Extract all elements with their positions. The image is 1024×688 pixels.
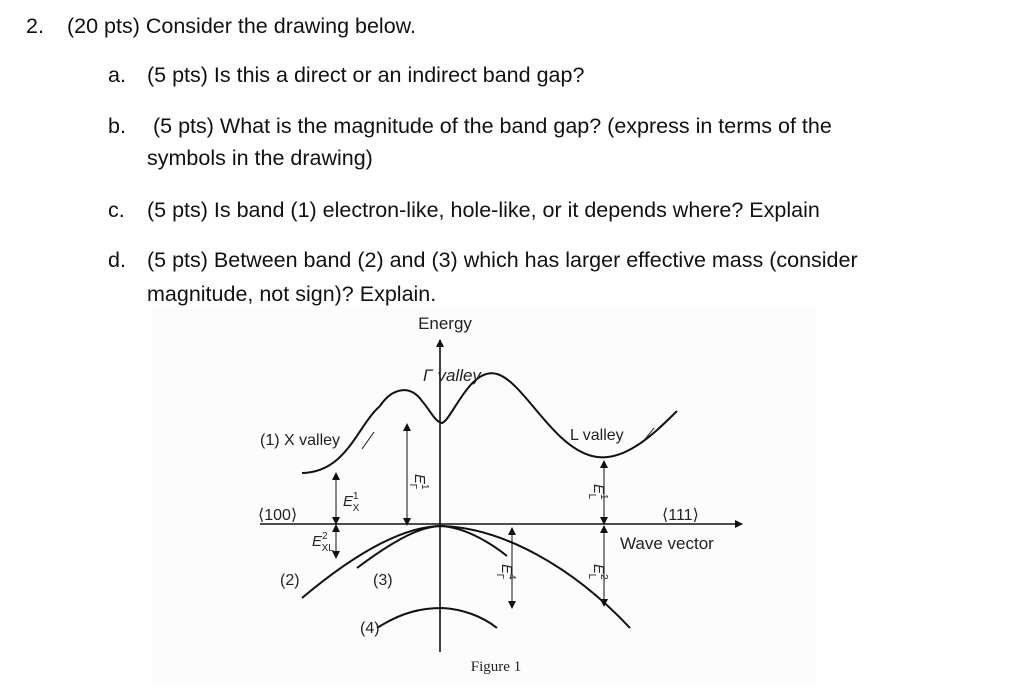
part-a-letter: a. [108, 63, 126, 87]
part-b-text-cont: symbols in the drawing) [147, 146, 373, 170]
symbol-e-x-1-sup: 1 [353, 491, 359, 502]
band-2-label: (2) [280, 572, 300, 589]
direction-111-label: ⟨111⟩ [662, 507, 699, 524]
part-b-letter: b. [108, 114, 126, 138]
question-header: (20 pts) Consider the drawing below. [67, 14, 416, 38]
band-structure-figure [152, 306, 816, 684]
part-c-letter: c. [108, 198, 125, 222]
part-d-text: (5 pts) Between band (2) and (3) which has larger effective mass (consider [147, 248, 858, 272]
wave-vector-label: Wave vector [620, 534, 714, 553]
symbol-e-gamma-4-base: E [498, 564, 515, 575]
symbol-e-l-2-base: E [590, 564, 607, 575]
part-d-text-cont: magnitude, not sign)? Explain. [147, 282, 437, 306]
symbol-e-x-1-base: E [343, 493, 354, 510]
symbol-e-gamma-1-sub: Γ [407, 483, 418, 490]
symbol-e-x-1-sub: X [352, 503, 360, 514]
symbol-e-gamma-1-base: E [411, 474, 428, 485]
direction-100-label: ⟨100⟩ [258, 507, 298, 524]
question-number: 2. [26, 14, 44, 38]
symbol-e-gamma-4-sup: 4 [506, 574, 517, 580]
symbol-e-xl-2-sub: XL [321, 543, 334, 554]
symbol-e-gamma-4-sub: Γ [494, 573, 505, 580]
part-b-text: (5 pts) What is the magnitude of the band gap? (express in terms of the [153, 114, 832, 138]
symbol-e-l-2-sup: 2 [598, 574, 609, 580]
figure-caption: Figure 1 [470, 659, 522, 675]
figure-background [152, 306, 816, 684]
band-4-label: (4) [360, 620, 380, 637]
symbol-e-l-1-sub: L [586, 493, 597, 500]
x-valley-label: (1) X valley [260, 432, 341, 449]
part-c-text: (5 pts) Is band (1) electron-like, hole-like, or it depends where? Explain [147, 198, 820, 222]
symbol-e-xl-2-sup: 2 [322, 531, 328, 542]
band-3-label: (3) [373, 572, 393, 589]
symbol-e-l-2-sub: L [586, 573, 597, 580]
part-a-text: (5 pts) Is this a direct or an indirect band gap? [147, 63, 585, 87]
symbol-e-l-1-sup: 1 [598, 494, 609, 500]
gamma-valley-label: Γ valley [423, 366, 481, 385]
energy-label: Energy [418, 314, 472, 333]
l-valley-label: L valley [570, 427, 624, 444]
symbol-e-gamma-1-sup: 1 [419, 484, 430, 490]
part-d-letter: d. [108, 248, 126, 272]
symbol-e-xl-2-base: E [312, 533, 323, 550]
symbol-e-l-1-base: E [590, 484, 607, 495]
